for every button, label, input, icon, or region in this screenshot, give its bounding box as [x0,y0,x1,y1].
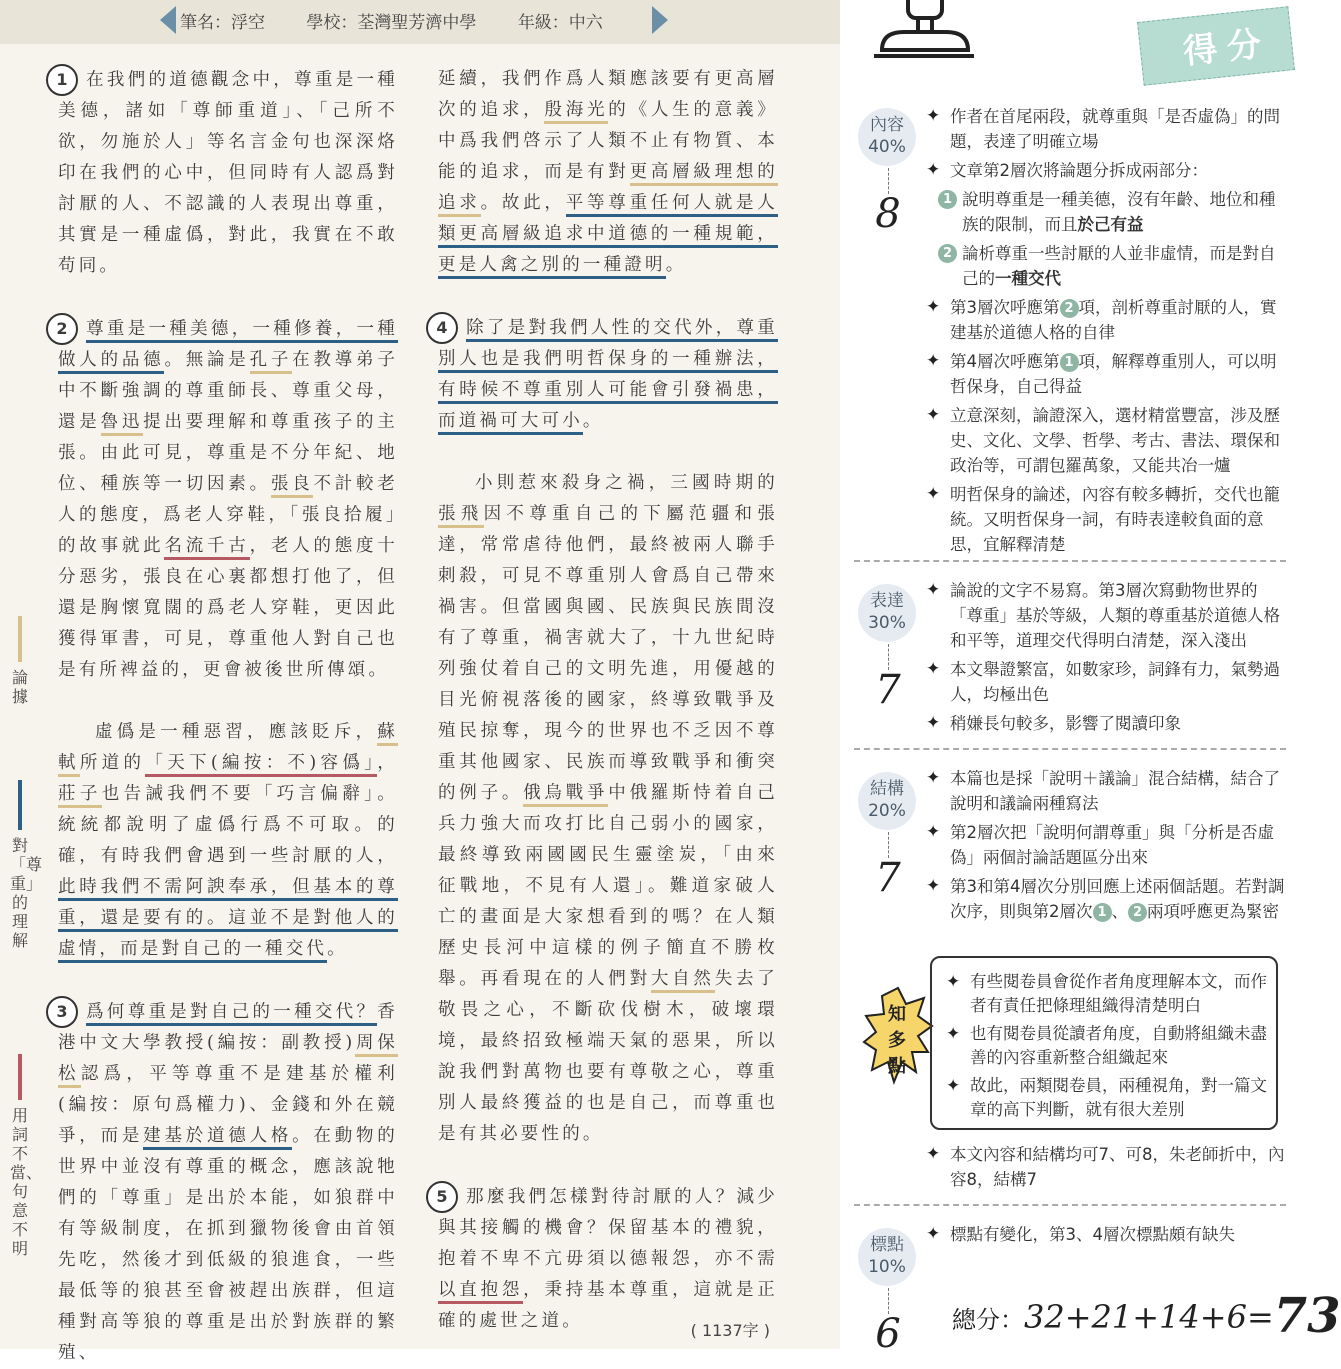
number-dot-icon: 2 [938,244,957,263]
underlined-text-blue: 此時我們不需阿諛奉承，但基本的尊重，還是要有的。這並不是對他人的虛情，而是對自己的一種交代 [58,877,398,963]
category-badge [858,108,916,166]
score-tag-label: 得分 [1181,23,1274,73]
underlined-text-tan: 大自然 [651,969,715,993]
star-bullet-icon: ✦ [926,160,941,180]
legend-wording [10,1054,43,1258]
essay-header [0,0,840,44]
comment-text: 本文內容和結構均可7、可8，朱老師折中，內容8，結構7 [950,1145,1285,1189]
chevron-left-icon [160,6,176,34]
comment-bold-text: 一種交代 [995,269,1061,288]
essay-text: ，秉持基本尊重，這就是正確的處世之道。 [438,1280,778,1331]
essay-text: 中俄羅斯恃着自己兵力強大而攻打比自己弱小的國家，最終導致兩國國民生靈塗炭，「由來征戰地，不見有人還」。難道家破人亡的畫面是大家想看到的嗎？在人類歷史長河中這樣的例子簡直不勝枚舉。再看現在的人們對 [438,783,778,989]
comment-text: 第3和第4層次分別回應上述兩個話題。若對調次序，則與第2層次 [950,877,1285,921]
underlined-text-tan: 莊子 [58,784,102,808]
paragraph-number-icon: 5 [426,1181,458,1213]
essay-text: 。 [665,255,687,275]
comment-text: 本文舉證繁富，如數家珍，詞鋒有力，氣勢過人，均極出色 [950,660,1280,704]
comment-item [926,766,1286,816]
star-bullet-icon: ✦ [926,106,941,126]
number-dot-icon: 2 [1060,299,1079,318]
underlined-text-tan: 張良 [271,474,314,498]
note-item [946,970,1270,1018]
paragraph-number-icon: 2 [46,313,78,345]
comment-item [926,1142,1286,1192]
legend-red-bar-icon [18,1054,22,1100]
total-value: 73 [1273,1288,1341,1344]
essay-text: ， [377,753,398,773]
paragraph-number-icon: 4 [426,312,458,344]
star-bullet-icon: ✦ [926,1144,941,1164]
note-text: 有些閱卷員會從作者角度理解本文，而作者有責任把條理組織得清楚明白 [970,972,1267,1015]
category-expression [858,584,918,712]
number-dot-icon: 1 [938,190,957,209]
divider [854,560,1286,562]
comment-text: 兩項呼應更為緊密 [1147,902,1279,921]
category-score: 7 [875,855,901,901]
comment-item [926,349,1286,399]
category-label: 內容 [870,115,904,135]
note-text: 也有閱卷員從讀者角度，自動將組織未盡善的內容重新整合組織起來 [970,1024,1267,1067]
comment-text: 論說的文字不易寫。第3層次寫動物世界的「尊重」基於等級，人類的尊重基於道德人格和平等，道理交代得明白清楚，深入淺出 [950,581,1280,650]
category-label: 結構 [870,779,904,799]
header-info [180,8,639,33]
expression-comments [926,578,1286,740]
comment-text: 立意深刻，論證深入，選材精當豐富，涉及歷史、文化、文學、哲學、考古、書法、環保和政治等，可謂包羅萬象，又能共冶一爐 [950,406,1280,475]
number-dot-icon: 1 [1060,353,1079,372]
comment-text: 第4層次呼應第 [950,352,1060,371]
final-note [926,1142,1286,1196]
star-bullet-icon: ✦ [926,297,941,317]
underlined-text-tan: 張飛 [438,504,484,528]
underlined-text-blue: 爲何尊重是對自己的一種交代？ [86,1002,377,1026]
underlined-text-tan: 孔子 [250,350,293,374]
star-bullet-icon: ✦ [926,876,941,896]
total-formula: 32+21+14+6= [1024,1298,1274,1336]
comment-subitem [938,187,1286,237]
comment-text: 項，剖析尊重討厭的人，實建基於道德人格的自律 [950,298,1277,342]
category-badge [858,772,916,830]
legend-label: 用詞不當、句意不明 [10,1106,43,1258]
comment-text: 稍嫌長句較多，影響了閱讀印象 [950,714,1181,733]
total-score [952,1288,1341,1344]
legend-evidence [10,616,30,706]
essay-text: 也告誡我們不要「巧言偏辭」。統統都說明了虛僞行爲不可取。的確，有時我們會遇到一些討厭的人， [58,784,398,866]
essay-text: 在我們的道德觀念中，尊重是一種美德，諸如「尊師重道」、「己所不欲，勿施於人」等名言金句也深深烙印在我們的心中，但同時有人認爲對討厭的人、不認識的人表現出尊重，其實是一種虛僞，對此，我實在不敢苟同。 [58,70,398,276]
comment-item [926,711,1286,736]
score-tag [1137,6,1295,86]
comment-text: 文章第2層次將論題分拆成兩部分： [950,161,1208,180]
star-bullet-icon: ✦ [926,351,941,371]
category-content [858,108,918,236]
category-weight: 20% [868,801,906,821]
essay-text: 在教導弟子中不斷強調的尊重師長、尊重父母，還是 [58,350,399,432]
essay-text: ，老人的態度十分惡劣，張良在心裏都想打他了，但還是胸懷寬闊的爲老人穿鞋，更因此獲得軍書，可見，尊重他人對自己也是有所裨益的，更會被後世所傳頌。 [58,536,399,680]
comment-item [926,578,1286,653]
essay-text: 。故此， [480,193,566,213]
paragraph-number-icon: 1 [46,64,78,96]
comment-text: 標點有變化，第3、4層次標點頗有缺失 [950,1225,1235,1244]
paragraph-number-icon: 3 [46,996,78,1028]
school-name: 學校：荃灣聖芳濟中學 [306,13,477,33]
underlined-text-red: 名流千古 [164,536,249,560]
badge-char: 多 [888,1030,906,1051]
essay-paragraph [58,64,398,282]
word-count: ( 1137字 ) [690,1321,770,1340]
stamp-icon [870,0,980,64]
underlined-text-blue: 建基於道德人格 [143,1126,292,1150]
essay-text: 小則惹來殺身之禍，三國時期的 [475,473,778,493]
category-score: 8 [875,191,901,237]
punctuation-comments [926,1222,1286,1251]
did-you-know-badge [862,986,934,1096]
legend-blue-bar-icon [18,780,22,830]
badge-char: 點 [888,1056,906,1077]
comment-text: 說明尊重是一種美德，沒有年齡、地位和種族的限制，而且 [962,190,1276,234]
essay-paragraph [438,468,778,1150]
essay-text: 那麼我們怎樣對待討厭的人？減少與其接觸的機會？保留基本的禮貌，抱着不卑不亢毋須以德報怨，亦不需 [438,1187,778,1269]
comment-text: 明哲保身的論述，內容有較多轉折，交代也籠統。又明哲保身一詞，有時表達較負面的意思，宜解釋清楚 [950,485,1280,554]
underlined-text-red: 以直抱怨 [438,1280,523,1304]
divider [854,1204,1286,1206]
category-punctuation [858,1228,918,1356]
badge-char: 知 [888,1004,906,1025]
essay-text: 。無論是 [164,350,250,370]
star-bullet-icon: ✦ [926,659,941,679]
comment-text: 、 [1111,902,1128,921]
legend-label: 對「尊重」的理解 [10,836,43,950]
essay-text: 不計較老人的態度，爲老人穿鞋，「張良拾履」的故事就此 [58,474,398,556]
note-item [946,1022,1270,1070]
essay-text: 香港中文大學教授(編按：副教授) [58,1002,398,1053]
star-bullet-icon: ✦ [926,405,941,425]
star-bullet-icon: ✦ [926,580,941,600]
comment-text: 項，解釋尊重別人，可以明哲保身，自己得益 [950,352,1277,396]
grade-level: 年級：中六 [517,13,603,33]
category-weight: 10% [868,1257,906,1277]
number-dot-icon: 2 [1128,903,1147,922]
divider [854,748,1286,750]
underlined-text-blue: 平等尊重任何人就是人類更高層級追求中道德的一種規範，更是人禽之別的一種證明 [438,193,778,279]
underlined-text-tan: 蘇軾 [58,722,398,777]
essay-text: 。 [582,411,604,431]
number-dot-icon: 1 [1093,903,1112,922]
comment-subitem [938,241,1286,291]
structure-comments [926,766,1286,928]
underlined-text-tan: 殷海光 [544,100,608,124]
did-you-know-box [930,956,1278,1130]
essay-text: 因不尊重自己的下屬范疆和張達，常常虐待他們，最終被兩人聯手刺殺，可見不尊重別人會爲自己帶來禍害。但當國與國、民族與民族間沒有了尊重，禍害就大了，十九世紀時列強仗着自己的文明先進，用優越的目光俯視落後的國家，終導致戰爭及殖民掠奪，現今的世界也不乏因不尊重其他國家、民族而導致戰爭和衝突的例子。 [438,504,778,803]
essay-paragraph [58,313,398,686]
essay-paragraph [58,717,398,965]
comment-text: 第2層次把「說明何謂尊重」與「分析是否虛偽」兩個討論話題區分出來 [950,823,1274,867]
category-badge [858,584,916,642]
comment-item [926,482,1286,557]
chevron-right-icon [652,6,668,34]
essay-column-1 [58,64,398,1369]
comment-item [926,104,1286,154]
comment-item [926,295,1286,345]
underlined-text-tan: 魯迅 [101,412,144,436]
essay-text: 虛僞是一種惡習，應該貶斥， [95,722,378,742]
category-weight: 30% [868,613,906,633]
comment-item [926,820,1286,870]
category-weight: 40% [868,137,906,157]
essay-text: 失去了敬畏之心，不斷砍伐樹木，破壞環境，最終招致極端天氣的惡果，所以說我們對萬物也要有尊敬之心，尊重別人最終獲益的也是自己，而尊重也是有其必要性的。 [438,969,778,1144]
star-bullet-icon: ✦ [926,1224,941,1244]
comment-text: 論析尊重一些討厭的人並非虛情，而是對自己的 [962,244,1276,288]
essay-text: 所道的 [79,753,146,773]
star-bullet-icon: ✦ [946,972,961,992]
category-badge [858,1228,916,1286]
comment-text: 本篇也是採「說明＋議論」混合結構，結合了說明和議論兩種寫法 [950,769,1280,813]
essay-text: 。 [327,939,348,959]
underlined-text-tan: 俄烏戰爭 [523,783,608,807]
note-item [946,1074,1270,1122]
star-bullet-icon: ✦ [946,1076,961,1096]
legend-label: 論據 [11,668,28,706]
essay-paragraph [58,996,398,1369]
comment-text: 第3層次呼應第 [950,298,1060,317]
essay-text: 延續，我們作爲人類應該要有更高層次的追求， [438,69,778,120]
essay-paragraph [438,1181,778,1337]
category-score: 6 [875,1311,901,1357]
score-panel [840,0,1341,1357]
comment-item [926,874,1286,924]
essay-text: 認爲，平等尊重不是建基於權利(編按：原句爲權力)、金錢和外在競爭，而是 [58,1064,398,1146]
star-bullet-icon: ✦ [946,1024,961,1044]
essay-body [0,44,840,1363]
star-bullet-icon: ✦ [926,822,941,842]
legend-understanding [10,780,43,950]
underlined-text-tan: 周保松 [58,1033,398,1088]
comment-bold-text: 於己有益 [1077,215,1144,234]
underlined-text-tan: 更高層級理想的追求 [438,162,778,217]
comment-item [926,403,1286,478]
star-bullet-icon: ✦ [926,713,941,733]
underlined-text-blue: 除了是對我們人性的交代外，尊重別人也是我們明哲保身的一種辦法，有時候不尊重別人可能會引發禍患，而道禍可大可小 [438,318,778,435]
comment-item [926,158,1286,183]
comment-item [926,657,1286,707]
legend-tan-bar-icon [18,616,22,662]
essay-text: 。在動物的世界中並沒有尊重的概念，應該說牠們的「尊重」是出於本能，如狼群中有等級制度，在抓到獵物後會由首領先吃，然後才到低級的狼進食，一些最低等的狼甚至會被趕出族群，但這種對高等狼的尊重是出於對族群的繁殖、 [58,1126,398,1363]
category-label: 標點 [870,1235,904,1255]
category-structure [858,772,918,900]
category-label: 表達 [870,591,904,611]
underlined-text-blue: 尊重是一種美德，一種修養，一種做人的品德 [58,319,398,374]
category-score: 7 [875,667,901,713]
underlined-text-red: 「天下(編按：不)容僞」 [145,753,377,777]
content-comments [926,104,1286,561]
essay-text: 的《人生的意義》中爲我們啓示了人類不止有物質、本能的追求，而是有對 [438,100,778,182]
essay-column-2 [438,64,778,1337]
author-name: 筆名：浮空 [180,13,265,33]
comment-text: 作者在首尾兩段，就尊重與「是否虛偽」的問題，表達了明確立場 [950,107,1280,151]
essay-text: 提出要理解和尊重孩子的主張。由此可見，尊重是不分年紀、地位、種族等一切因素。 [58,412,398,494]
essay-paragraph [438,312,778,437]
essay-paragraph [438,64,778,281]
comment-item [926,1222,1286,1247]
note-text: 故此，兩類閱卷員，兩種視角，對一篇文章的高下判斷，就有很大差別 [970,1076,1267,1119]
total-label: 總分： [952,1306,1024,1334]
star-bullet-icon: ✦ [926,768,941,788]
star-bullet-icon: ✦ [926,484,941,504]
